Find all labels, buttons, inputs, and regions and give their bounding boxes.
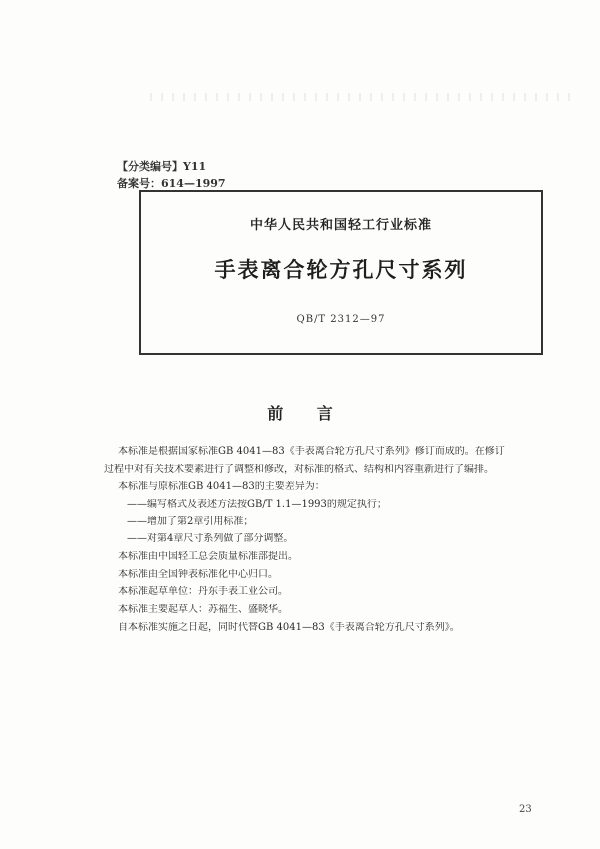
foreword-line: 本标准由中国轻工总会质量标准部提出。	[118, 551, 298, 562]
foreword-line: 本标准是根据国家标准GB 4041—83《手表离合轮方孔尺寸系列》修订而成的。在修订	[118, 446, 505, 457]
standard-code: QB/T 2312—97	[296, 314, 386, 325]
record-number: 备案号：614—1997	[117, 177, 226, 190]
foreword-line: 过程中对有关技术要素进行了调整和修改，对标准的格式、结构和内容重新进行了编排。	[104, 464, 494, 475]
foreword-line: 本标准起草单位：丹东手表工业公司。	[118, 586, 288, 597]
foreword-line: ——编写格式及表述方法按GB/T 1.1—1993的规定执行；	[127, 499, 387, 510]
foreword-line: 本标准由全国钟表标准化中心归口。	[118, 569, 278, 580]
page-number: 23	[519, 804, 532, 815]
scan-artifact	[150, 93, 570, 101]
standard-title: 手表离合轮方孔尺寸系列	[214, 258, 468, 282]
classification-number: 【分类编号】Y11	[117, 160, 207, 173]
issuer-heading: 中华人民共和国轻工行业标准	[249, 218, 432, 233]
foreword-line: ——增加了第2章引用标准；	[127, 516, 254, 527]
foreword-heading: 前 言	[267, 404, 347, 423]
standard-title-box	[139, 190, 543, 355]
foreword-line: 自本标准实施之日起，同时代替GB 4041—83《手表离合轮方孔尺寸系列》。	[118, 622, 460, 633]
foreword-line: 本标准主要起草人：苏福生、盛晓华。	[118, 604, 288, 615]
foreword-heading-wrap	[0, 401, 600, 424]
foreword-line: ——对第4章尺寸系列做了部分调整。	[127, 533, 294, 544]
foreword-line: 本标准与原标准GB 4041—83的主要差异为：	[118, 481, 325, 492]
